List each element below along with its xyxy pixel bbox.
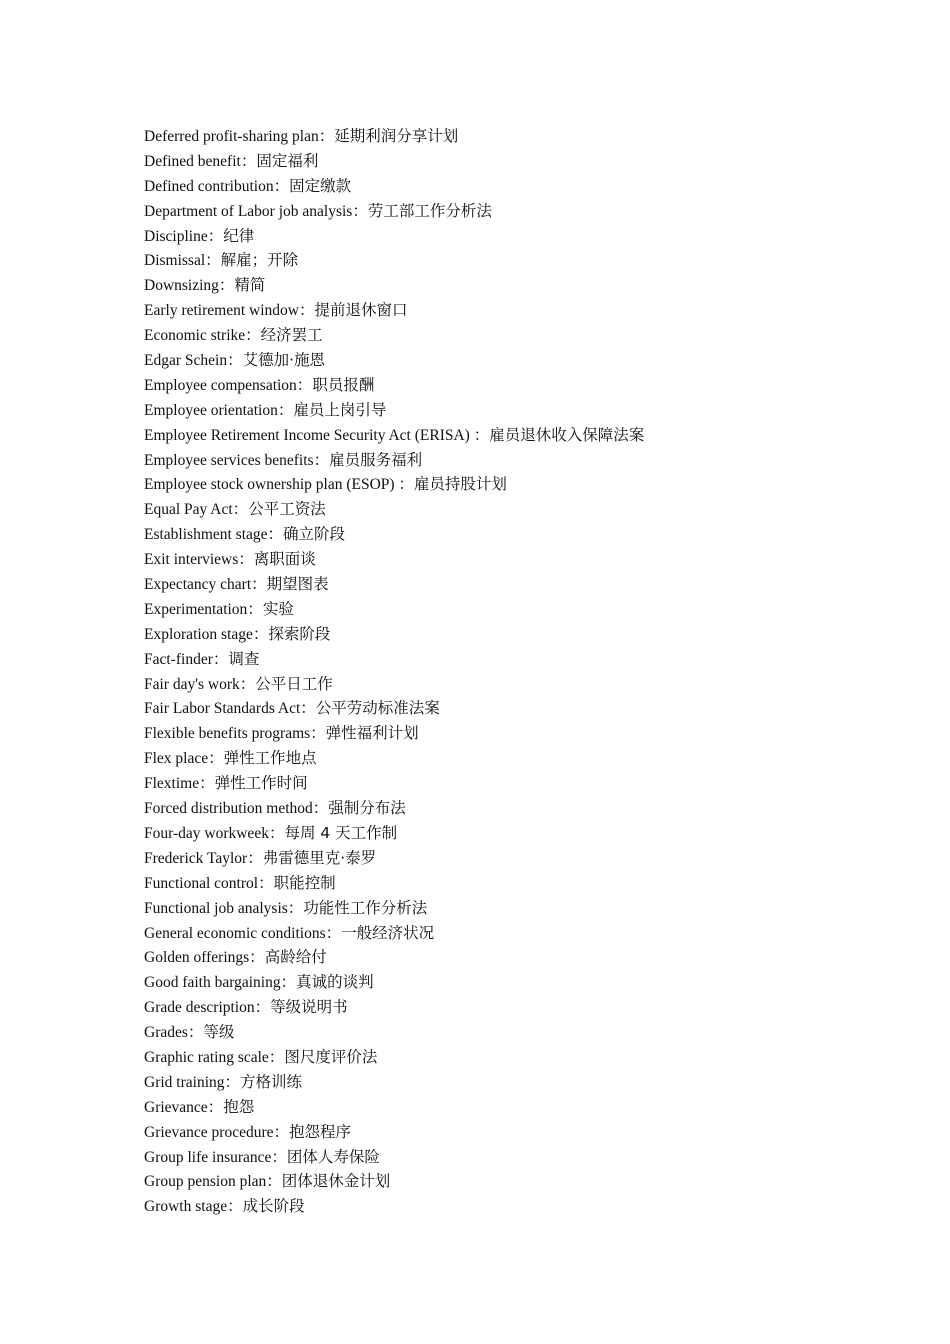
glossary-entry: [144, 348, 644, 373]
term-chinese: 提前退休窗口: [314, 301, 408, 320]
term-chinese: 经济罢工: [260, 326, 323, 345]
term-chinese: 公平日工作: [255, 674, 333, 693]
term-chinese: 调查: [228, 649, 260, 668]
term-chinese: 雇员服务福利: [329, 450, 423, 469]
term-chinese: 雇员持股计划: [413, 475, 507, 494]
term-english: Graphic rating scale：: [144, 1048, 285, 1066]
term-english: Deferred profit-sharing plan：: [144, 128, 335, 145]
term-chinese: 雇员上岗引导: [293, 400, 387, 419]
term-chinese: 纪律: [223, 226, 255, 245]
term-chinese: 艾德加·施恩: [242, 351, 326, 370]
term-chinese: 抱怨程序: [289, 1122, 352, 1141]
glossary-list: [144, 124, 644, 1219]
term-chinese: 成长阶段: [242, 1197, 305, 1216]
glossary-entry: [144, 572, 644, 597]
term-english: Flexible benefits programs：: [144, 725, 326, 743]
glossary-entry: [144, 1169, 644, 1194]
term-chinese: 解雇；开除: [220, 251, 299, 270]
glossary-entry: [144, 821, 644, 846]
glossary-entry: [144, 298, 644, 323]
term-english: Downsizing：: [144, 277, 235, 295]
term-english: Functional control：: [144, 874, 274, 892]
glossary-entry: [144, 323, 644, 348]
term-chinese: 等级: [203, 1023, 235, 1042]
glossary-entry: [144, 696, 644, 721]
glossary-entry: [144, 1145, 644, 1170]
glossary-entry: [144, 224, 644, 249]
glossary-entry: [144, 1070, 644, 1095]
term-chinese: 真诚的谈判: [296, 973, 374, 992]
term-english: Fact-finder：: [144, 650, 229, 668]
term-chinese: 一般经济状况: [341, 923, 435, 942]
glossary-entry: [144, 1095, 644, 1120]
term-english: Experimentation：: [144, 600, 263, 618]
glossary-entry: [144, 622, 644, 647]
glossary-entry: [144, 846, 644, 871]
term-english: Flextime：: [144, 775, 215, 793]
glossary-entry: [144, 1020, 644, 1045]
term-chinese: 延期利润分享计划: [334, 127, 459, 145]
term-english: Flex place：: [144, 750, 224, 768]
glossary-entry: [144, 672, 644, 697]
term-english: Defined benefit：: [144, 152, 257, 170]
term-english: Good faith bargaining：: [144, 974, 297, 992]
term-english: Economic strike：: [144, 327, 261, 345]
glossary-entry: [144, 871, 644, 896]
glossary-entry: [144, 522, 644, 547]
term-chinese: 劳工部工作分析法: [367, 201, 492, 220]
glossary-entry: [144, 373, 644, 398]
term-chinese: 职能控制: [273, 873, 336, 892]
glossary-entry: [144, 423, 644, 448]
term-english: Growth stage：: [144, 1198, 243, 1216]
glossary-entry: [144, 174, 644, 199]
glossary-entry: [144, 921, 644, 946]
term-chinese: 期望图表: [266, 575, 329, 594]
glossary-entry: [144, 448, 644, 473]
term-english: Frederick Taylor：: [144, 849, 263, 867]
term-english: Discipline：: [144, 227, 224, 245]
glossary-entry: [144, 746, 644, 771]
glossary-entry: [144, 896, 644, 921]
glossary-entry: [144, 1194, 644, 1219]
term-english: Functional job analysis：: [144, 899, 304, 917]
term-english: Equal Pay Act：: [144, 501, 249, 519]
glossary-entry: [144, 647, 644, 672]
term-english: General economic conditions：: [144, 924, 342, 942]
glossary-entry: [144, 124, 644, 149]
term-english: Group pension plan：: [144, 1173, 282, 1191]
glossary-entry: [144, 796, 644, 821]
term-chinese: 抱怨: [223, 1097, 255, 1116]
glossary-entry: [144, 995, 644, 1020]
term-english: Defined contribution：: [144, 177, 290, 195]
term-english: Employee orientation：: [144, 401, 294, 419]
glossary-entry: [144, 472, 644, 497]
term-chinese: 公平工资法: [248, 500, 326, 519]
glossary-entry: [144, 721, 644, 746]
glossary-entry: [144, 199, 644, 224]
term-chinese: 强制分布法: [328, 799, 406, 818]
term-english: Group life insurance：: [144, 1148, 287, 1166]
term-chinese: 等级说明书: [270, 998, 348, 1017]
term-english: Department of Labor job analysis：: [144, 202, 368, 220]
term-english: Fair day's work：: [144, 675, 256, 693]
term-chinese: 团体退休金计划: [281, 1172, 391, 1191]
glossary-entry: [144, 1120, 644, 1145]
glossary-entry: [144, 149, 644, 174]
term-chinese: 职员报酬: [312, 375, 375, 394]
term-english: Grievance：: [144, 1098, 224, 1116]
glossary-entry: [144, 597, 644, 622]
term-english: Expectancy chart：: [144, 576, 267, 594]
term-english: Early retirement window：: [144, 302, 315, 320]
term-chinese: 固定福利: [256, 151, 319, 170]
term-english: Establishment stage：: [144, 526, 284, 544]
glossary-entry: [144, 398, 644, 423]
term-english: Edgar Schein：: [144, 352, 243, 370]
term-chinese: 确立阶段: [283, 525, 346, 544]
term-chinese: 雇员退休收入保障法案: [489, 425, 645, 444]
glossary-entry: [144, 1045, 644, 1070]
glossary-entry: [144, 771, 644, 796]
term-english: Employee Retirement Income Security Act (ERISA) ：: [144, 426, 490, 444]
term-chinese: 弗雷德里克·泰罗: [262, 848, 377, 867]
term-english: Grievance procedure：: [144, 1123, 290, 1141]
glossary-entry: [144, 547, 644, 572]
glossary-entry: [144, 970, 644, 995]
term-chinese: 团体人寿保险: [286, 1147, 380, 1166]
term-chinese: 公平劳动标准法案: [315, 699, 440, 718]
glossary-entry: [144, 273, 644, 298]
term-chinese: 弹性工作地点: [223, 749, 317, 768]
term-chinese: 离职面谈: [253, 550, 316, 569]
term-english: Fair Labor Standards Act：: [144, 700, 316, 718]
term-chinese: 探索阶段: [268, 624, 331, 643]
term-chinese: 功能性工作分析法: [303, 898, 428, 917]
term-chinese: 方格训练: [240, 1072, 303, 1091]
term-english: Employee stock ownership plan (ESOP) ：: [144, 476, 414, 494]
term-chinese: 弹性福利计划: [325, 724, 419, 743]
term-english: Exploration stage：: [144, 625, 269, 643]
glossary-entry: [144, 248, 644, 273]
term-english: Grades：: [144, 1024, 204, 1042]
term-chinese: 高龄给付: [264, 948, 327, 967]
term-english: Employee services benefits：: [144, 451, 330, 469]
term-english: Four-day workweek：: [144, 824, 285, 842]
term-english: Dismissal：: [144, 252, 221, 270]
term-english: Grade description：: [144, 999, 271, 1017]
term-english: Grid training：: [144, 1073, 240, 1091]
term-chinese: 固定缴款: [289, 176, 352, 195]
term-chinese: 每周 4 天工作制: [284, 823, 398, 842]
term-english: Employee compensation：: [144, 376, 313, 394]
term-chinese: 图尺度评价法: [284, 1047, 378, 1066]
glossary-entry: [144, 497, 644, 522]
term-chinese: 实验: [262, 599, 294, 618]
term-english: Forced distribution method：: [144, 800, 329, 818]
term-english: Golden offerings：: [144, 949, 265, 967]
term-chinese: 精简: [234, 276, 266, 295]
glossary-entry: [144, 945, 644, 970]
term-chinese: 弹性工作时间: [214, 774, 308, 793]
term-english: Exit interviews：: [144, 551, 254, 569]
